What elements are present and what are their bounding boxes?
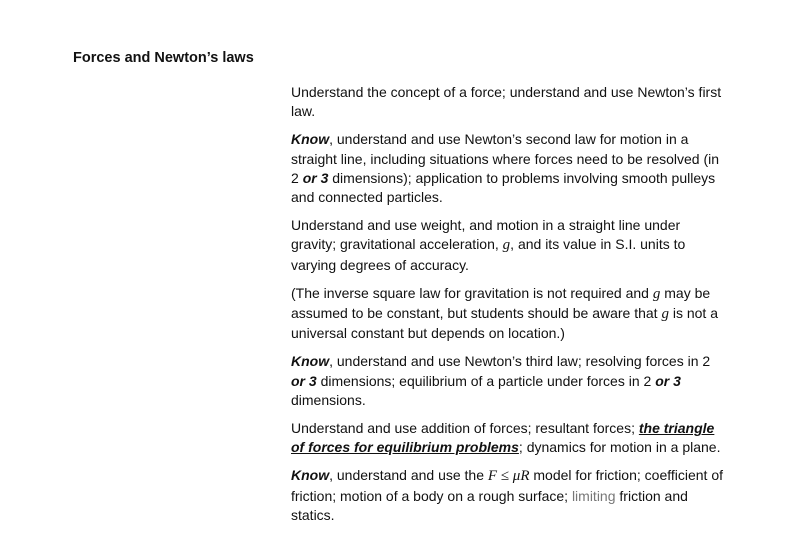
paragraph-friction xyxy=(291,466,726,525)
text-run: , understand and use Newton’s third law; resolving forces in 2 xyxy=(329,353,711,370)
variable-g: g xyxy=(502,237,511,254)
paragraph-newtons-third-law xyxy=(291,352,726,410)
text-run: , and its value in S.I. units to varying degrees of accuracy. xyxy=(291,236,686,273)
or-three-emphasis: or 3 xyxy=(302,169,329,186)
text-run: (The inverse square law for gravitation is not required and xyxy=(291,284,653,301)
text-run: ; dynamics for motion in a plane. xyxy=(518,439,721,456)
text-run: model for friction; coefficient of friction; motion of a body on a rough surface; xyxy=(291,467,723,504)
triangle-of-forces-emphasis: the triangle of forces for equilibrium problems xyxy=(291,420,715,456)
text-run: dimensions; equilibrium of a particle under forces in 2 xyxy=(316,372,656,389)
friction-formula: F ≤ μR xyxy=(487,468,530,485)
text-run: dimensions); application to problems involving smooth pulleys and connected particles. xyxy=(291,169,716,206)
paragraph-weight-gravity xyxy=(291,216,726,275)
text-run: is not a universal constant but depends on location.) xyxy=(291,305,718,342)
paragraph-newtons-first-law: Understand the concept of a force; understand and use Newton’s first law. xyxy=(291,84,722,120)
section-heading: Forces and Newton’s laws xyxy=(73,50,254,66)
paragraph-addition-of-forces xyxy=(291,419,726,457)
know-emphasis: Know xyxy=(291,467,330,484)
paragraph-inverse-square-note xyxy=(291,284,726,344)
know-emphasis: Know xyxy=(291,353,330,370)
text-run: Understand and use weight, and motion in a straight line under gravity; gravitational acceleration, xyxy=(291,217,681,253)
or-three-emphasis: or 3 xyxy=(291,372,317,389)
text-run: , understand and use Newton’s second law for motion in a straight line, including situations where forces need to be resolved (in 2 xyxy=(291,131,720,186)
know-emphasis: Know xyxy=(291,131,330,148)
variable-g: g xyxy=(652,285,661,302)
paragraph-newtons-second-law xyxy=(291,130,726,207)
text-run: friction and statics. xyxy=(291,487,688,523)
text-run: Understand and use addition of forces; resultant forces; xyxy=(291,420,639,437)
text-run: , understand and use the xyxy=(329,467,488,484)
obscured-word: limiting xyxy=(571,487,616,504)
or-three-emphasis: or 3 xyxy=(655,372,681,389)
text-run: may be assumed to be constant, but students should be aware that xyxy=(291,284,711,322)
specification-content xyxy=(291,83,726,534)
variable-g: g xyxy=(661,306,669,323)
text-run: dimensions. xyxy=(291,391,366,408)
